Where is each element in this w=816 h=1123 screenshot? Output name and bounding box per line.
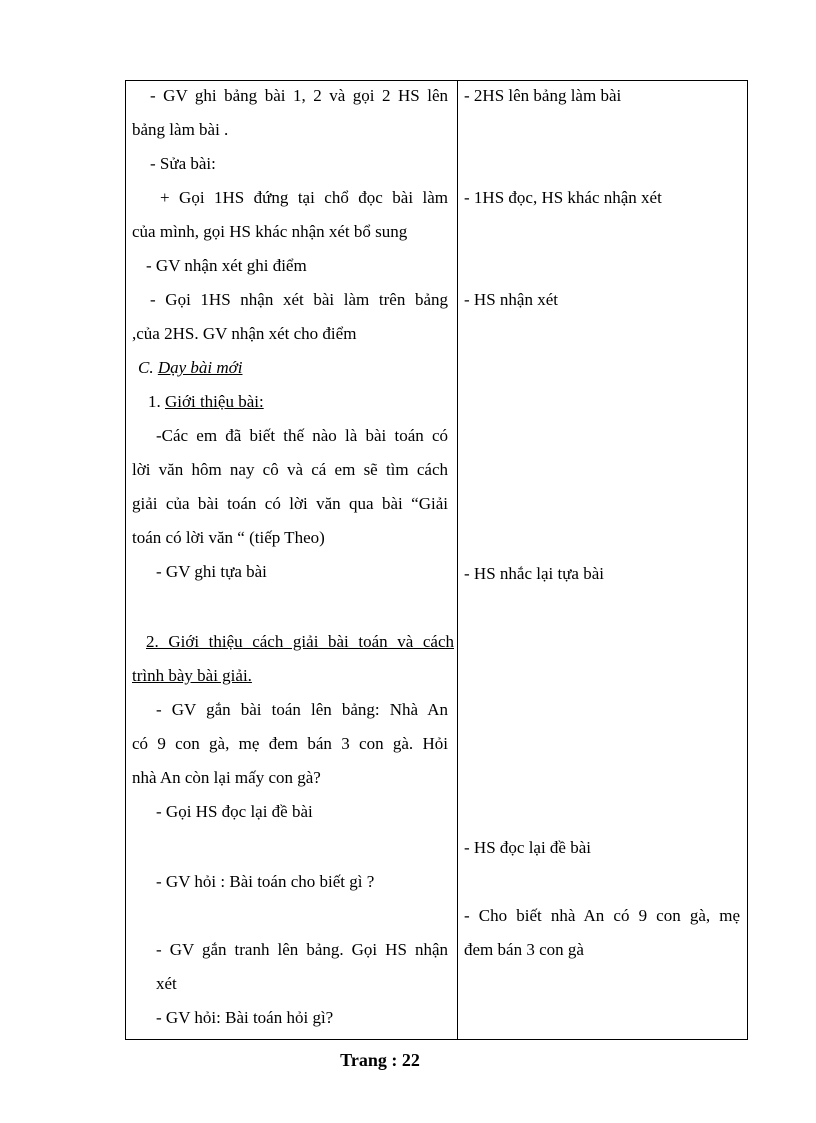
teacher-line: - GV ghi tựa bài — [156, 562, 267, 581]
teacher-line: -Các em đã biết thế nào là bài toán có — [156, 426, 448, 445]
page-number: Trang : 22 — [340, 1050, 420, 1070]
section-title: Giới thiệu bài: — [165, 392, 264, 411]
teacher-line: toán có lời văn “ (tiếp Theo) — [132, 528, 325, 547]
column-divider — [457, 81, 458, 1039]
teacher-line: - GV gắn tranh lên bảng. Gọi HS nhận — [156, 940, 448, 959]
section-title: Dạy bài mới — [157, 358, 243, 377]
teacher-line: nhà An còn lại mấy con gà? — [132, 768, 321, 787]
teacher-line: lời văn hôm nay cô và cá em sẽ tìm cách — [132, 460, 448, 479]
teacher-line: có 9 con gà, mẹ đem bán 3 con gà. Hỏi — [132, 734, 448, 753]
section-heading-1 — [132, 392, 464, 412]
teacher-line: xét — [156, 974, 177, 993]
section-prefix: 1. — [148, 392, 161, 411]
section-prefix: C. — [138, 358, 154, 377]
teacher-line: - GV gắn bài toán lên bảng: Nhà An — [156, 700, 448, 719]
teacher-line: - Gọi 1HS nhận xét bài làm trên bảng — [150, 290, 448, 309]
section-heading-c — [132, 358, 454, 378]
section-heading-2: 2. Giới thiệu cách giải bài toán và cách — [146, 632, 454, 651]
student-line: - HS nhận xét — [464, 290, 558, 309]
teacher-line: - GV ghi bảng bài 1, 2 và gọi 2 HS lên — [150, 86, 448, 105]
student-line: đem bán 3 con gà — [464, 940, 584, 959]
teacher-line: + Gọi 1HS đứng tại chổ đọc bài làm — [160, 188, 448, 207]
teacher-line: bảng làm bài . — [132, 120, 229, 139]
teacher-line: của mình, gọi HS khác nhận xét bổ sung — [132, 222, 408, 241]
student-line: - Cho biết nhà An có 9 con gà, mẹ — [464, 906, 740, 925]
student-line: - HS nhắc lại tựa bài — [464, 564, 604, 583]
teacher-line: - GV nhận xét ghi điểm — [146, 256, 307, 275]
teacher-line: giải của bài toán có lời văn qua bài “Giải — [132, 494, 448, 513]
teacher-line: - Gọi HS đọc lại đề bài — [156, 802, 313, 821]
section-heading-2-cont: trình bày bài giải. — [132, 666, 252, 685]
teacher-line: - GV hỏi : Bài toán cho biết gì ? — [156, 872, 375, 891]
teacher-line: - Sửa bài: — [150, 154, 216, 173]
lesson-table — [125, 80, 748, 1040]
teacher-line: ,của 2HS. GV nhận xét cho điểm — [132, 324, 357, 343]
teacher-line: - GV hỏi: Bài toán hỏi gì? — [156, 1008, 334, 1027]
student-line: - HS đọc lại đề bài — [464, 838, 591, 857]
student-line: - 2HS lên bảng làm bài — [464, 86, 622, 105]
student-line: - 1HS đọc, HS khác nhận xét — [464, 188, 662, 207]
